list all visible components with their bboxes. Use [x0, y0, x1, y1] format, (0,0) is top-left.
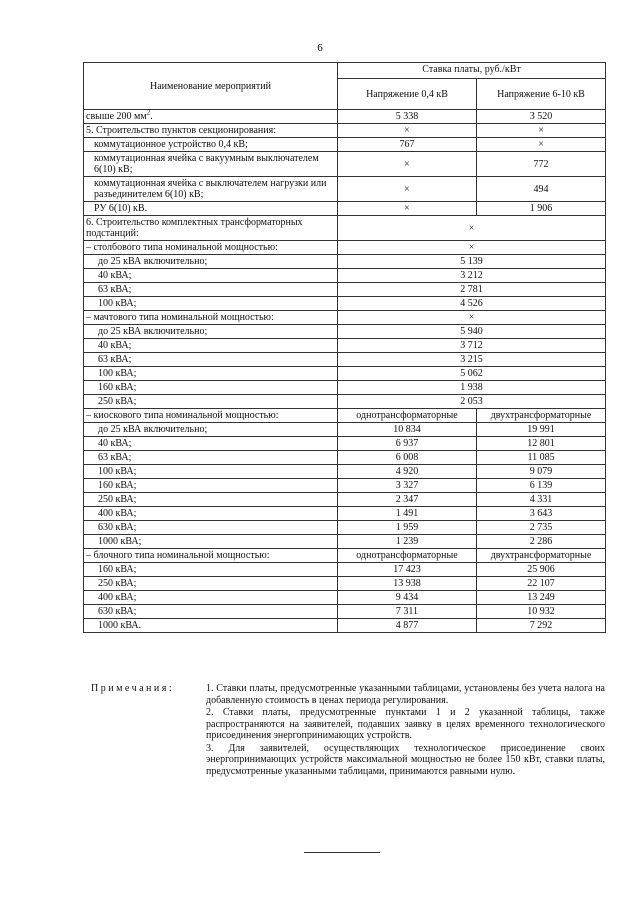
cell-single: 10 834	[338, 423, 477, 437]
column-header-single: однотрансформаторные	[338, 549, 477, 563]
cell-double: 6 139	[477, 479, 606, 493]
row-label: 1000 кВА;	[84, 535, 338, 549]
row-label: 250 кВА;	[84, 493, 338, 507]
row-label: свыше 200 $мм^2$.	[84, 110, 338, 124]
cell-double: 7 292	[477, 619, 606, 633]
row-label: 100 кВА;	[84, 367, 338, 381]
cell-voltage-high: ×	[477, 124, 606, 138]
table-row	[84, 325, 606, 339]
table-row	[84, 535, 606, 549]
cell-double: 22 107	[477, 577, 606, 591]
cell-merged: 2 053	[338, 395, 606, 409]
table-row	[84, 423, 606, 437]
table-row	[84, 437, 606, 451]
cell-merged: 5 062	[338, 367, 606, 381]
table-row	[84, 311, 606, 325]
cell-double: 13 249	[477, 591, 606, 605]
table-row	[84, 177, 606, 202]
row-label: коммутационное устройство 0,4 кВ;	[84, 138, 338, 152]
table-row	[84, 339, 606, 353]
column-header-voltage-low: Напряжение 0,4 кВ	[338, 79, 477, 110]
closing-rule	[304, 852, 380, 853]
cell-double: 12 801	[477, 437, 606, 451]
cell-voltage-high: 494	[477, 177, 606, 202]
cell-double: 19 991	[477, 423, 606, 437]
cell-double: 2 286	[477, 535, 606, 549]
row-label: 250 кВА;	[84, 395, 338, 409]
table-row	[84, 409, 606, 423]
table-row	[84, 216, 606, 241]
cell-voltage-low: ×	[338, 152, 477, 177]
row-label: 630 кВА;	[84, 521, 338, 535]
cell-voltage-low: ×	[338, 202, 477, 216]
cell-single: 1 959	[338, 521, 477, 535]
table-row	[84, 297, 606, 311]
row-label: – блочного типа номинальной мощностью:	[84, 549, 338, 563]
cell-double: 2 735	[477, 521, 606, 535]
row-label: коммутационная ячейка с выключателем нагрузки или разъединителем 6(10) кВ;	[84, 177, 338, 202]
table-row	[84, 381, 606, 395]
row-label: – мачтового типа номинальной мощностью:	[84, 311, 338, 325]
cell-merged: ×	[338, 241, 606, 255]
cell-double: 9 079	[477, 465, 606, 479]
row-label: до 25 кВА включительно;	[84, 325, 338, 339]
row-label: 40 кВА;	[84, 437, 338, 451]
row-label: 160 кВА;	[84, 563, 338, 577]
cell-voltage-low: 767	[338, 138, 477, 152]
row-label: 63 кВА;	[84, 353, 338, 367]
row-label: 160 кВА;	[84, 381, 338, 395]
cell-merged: 3 215	[338, 353, 606, 367]
row-label: 250 кВА;	[84, 577, 338, 591]
cell-single: 7 311	[338, 605, 477, 619]
row-label: 40 кВА;	[84, 269, 338, 283]
table-row	[84, 507, 606, 521]
table-row	[84, 124, 606, 138]
cell-merged: 5 139	[338, 255, 606, 269]
table-row	[84, 353, 606, 367]
cell-merged: 5 940	[338, 325, 606, 339]
row-label: 1000 кВА.	[84, 619, 338, 633]
row-label: до 25 кВА включительно;	[84, 423, 338, 437]
cell-single: 4 920	[338, 465, 477, 479]
cell-single: 2 347	[338, 493, 477, 507]
cell-double: 25 906	[477, 563, 606, 577]
table-row	[84, 479, 606, 493]
table-row	[84, 367, 606, 381]
cell-single: 1 239	[338, 535, 477, 549]
cell-single: 4 877	[338, 619, 477, 633]
cell-voltage-low: ×	[338, 177, 477, 202]
cell-single: 17 423	[338, 563, 477, 577]
cell-single: 6 937	[338, 437, 477, 451]
cell-double: 10 932	[477, 605, 606, 619]
row-label: 400 кВА;	[84, 591, 338, 605]
column-header-name: Наименование мероприятий	[84, 63, 338, 110]
row-label: РУ 6(10) кВ.	[84, 202, 338, 216]
cell-voltage-low: 5 338	[338, 110, 477, 124]
notes-body	[206, 683, 605, 778]
table-row	[84, 619, 606, 633]
row-label: 400 кВА;	[84, 507, 338, 521]
row-label: 6. Строительство комплектных трансформаторных подстанций:	[84, 216, 338, 241]
cell-merged: 2 781	[338, 283, 606, 297]
column-header-voltage-high: Напряжение 6-10 кВ	[477, 79, 606, 110]
row-label: коммутационная ячейка с вакуумным выключателем 6(10) кВ;	[84, 152, 338, 177]
table-row	[84, 269, 606, 283]
table-row	[84, 255, 606, 269]
cell-single: 1 491	[338, 507, 477, 521]
cell-voltage-low: ×	[338, 124, 477, 138]
cell-single: 9 434	[338, 591, 477, 605]
row-label: 160 кВА;	[84, 479, 338, 493]
row-label: – киоскового типа номинальной мощностью:	[84, 409, 338, 423]
column-header-double: двухтрансформаторные	[477, 549, 606, 563]
table-row	[84, 283, 606, 297]
cell-merged: 4 526	[338, 297, 606, 311]
row-label: 5. Строительство пунктов секционирования:	[84, 124, 338, 138]
cell-merged: 1 938	[338, 381, 606, 395]
table-row	[84, 138, 606, 152]
note-item: 3. Для заявителей, осуществляющих технологическое присоединение своих энергопринимающих устройств максимальной мощностью не более 150 кВт, ставки платы, предусмотренные указанными таблицами, принимаются равными нулю.	[206, 742, 605, 777]
rates-table	[83, 62, 606, 633]
cell-voltage-high: ×	[477, 138, 606, 152]
cell-single: 13 938	[338, 577, 477, 591]
row-label: – столбового типа номинальной мощностью:	[84, 241, 338, 255]
cell-merged: 3 712	[338, 339, 606, 353]
cell-double: 4 331	[477, 493, 606, 507]
table-row	[84, 549, 606, 563]
table-row	[84, 395, 606, 409]
note-item: 2. Ставки платы, предусмотренные пунктами 1 и 2 указанной таблицы, также распространяются на заявителей, подавших заявку в целях временного технологического присоединения энергопринимающих устройств.	[206, 707, 605, 741]
table-row	[84, 577, 606, 591]
cell-double: 3 643	[477, 507, 606, 521]
table-row	[84, 241, 606, 255]
table-row	[84, 563, 606, 577]
table-row	[84, 152, 606, 177]
cell-single: 3 327	[338, 479, 477, 493]
table-header-row	[84, 63, 606, 79]
cell-merged: 3 212	[338, 269, 606, 283]
table-row	[84, 465, 606, 479]
row-label: 100 кВА;	[84, 465, 338, 479]
notes-label: Примечания:	[91, 683, 175, 694]
cell-voltage-high: 1 906	[477, 202, 606, 216]
cell-double: 11 085	[477, 451, 606, 465]
row-label: 63 кВА;	[84, 283, 338, 297]
cell-single: 6 008	[338, 451, 477, 465]
column-header-single: однотрансформаторные	[338, 409, 477, 423]
row-label: до 25 кВА включительно;	[84, 255, 338, 269]
cell-voltage-high: 3 520	[477, 110, 606, 124]
row-label: 40 кВА;	[84, 339, 338, 353]
table-row	[84, 605, 606, 619]
row-label: 63 кВА;	[84, 451, 338, 465]
row-label: 630 кВА;	[84, 605, 338, 619]
table-row	[84, 521, 606, 535]
cell-merged: ×	[338, 311, 606, 325]
table-row	[84, 451, 606, 465]
column-header-double: двухтрансформаторные	[477, 409, 606, 423]
cell-merged: ×	[338, 216, 606, 241]
column-header-rate: Ставка платы, руб./кВт	[338, 63, 606, 79]
page-number: 6	[317, 42, 323, 54]
table-row	[84, 493, 606, 507]
table-row	[84, 591, 606, 605]
row-label: 100 кВА;	[84, 297, 338, 311]
table-row	[84, 110, 606, 124]
note-item: 1. Ставки платы, предусмотренные указанными таблицами, установлены без учета налога на добавленную стоимость в ценах периода регулирования.	[206, 683, 605, 706]
table-row	[84, 202, 606, 216]
cell-voltage-high: 772	[477, 152, 606, 177]
